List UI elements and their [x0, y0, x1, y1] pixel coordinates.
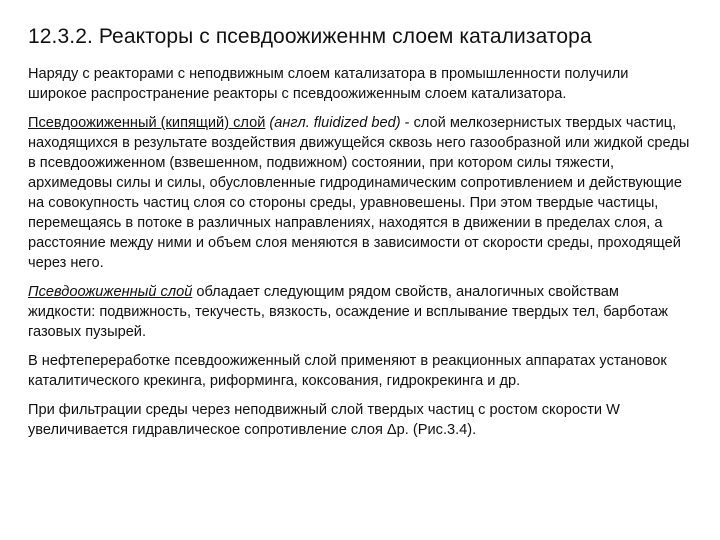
paragraph-properties — [28, 282, 690, 342]
definition-text: - слой мелкозернистых твердых частиц, находящихся в результате воздействия движущейся сквозь него газообразной или жидкой среды в псевдоожиженном (взвешенном, подвижном) состоянии, при котором силы тяжести, архимедовы силы и силы, обусловленные гидродинамическим сопротивлением и действующие на совокупность частиц слоя со стороны среды, уравновешены. При этом твердые частицы, перемещаясь в потоке в различных направлениях, находятся в движении в пределах слоя, а расстояние между ними и объем слоя меняются в зависимости от скорости среды, проходящей через него. — [28, 115, 690, 271]
paragraph-refining: В нефтепереработке псевдоожиженный слой применяют в реакционных аппаратах установок каталитического крекинга, риформинга, коксования, гидрокрекинга и др. — [28, 353, 667, 389]
english-term: (англ. fluidized bed) — [269, 115, 401, 131]
paragraph-filtration: При фильтрации среды через неподвижный слой твердых частиц с ростом скорости W увеличивается гидравлическое сопротивление слоя Δр. (Рис.3.4). — [28, 402, 620, 438]
paragraph-definition — [28, 113, 690, 273]
paragraph-intro: Наряду с реакторами с неподвижным слоем катализатора в промышленности получили широкое распространение реакторы с псевдоожиженным слоем катализатора. — [28, 66, 629, 102]
properties-text: обладает следующим рядом свойств, аналогичных свойствам жидкости: подвижность, текучесть, вязкость, осаждение и всплывание твердых тел, барботаж газовых пузырей. — [28, 284, 669, 340]
slide-title: 12.3.2. Реакторы с псевдоожиженнм слоем катализатора — [28, 25, 592, 48]
term-fluidized-bed: Псевдоожиженный (кипящий) слой — [28, 115, 266, 131]
term-fluidized-layer: Псевдоожиженный слой — [28, 284, 193, 300]
